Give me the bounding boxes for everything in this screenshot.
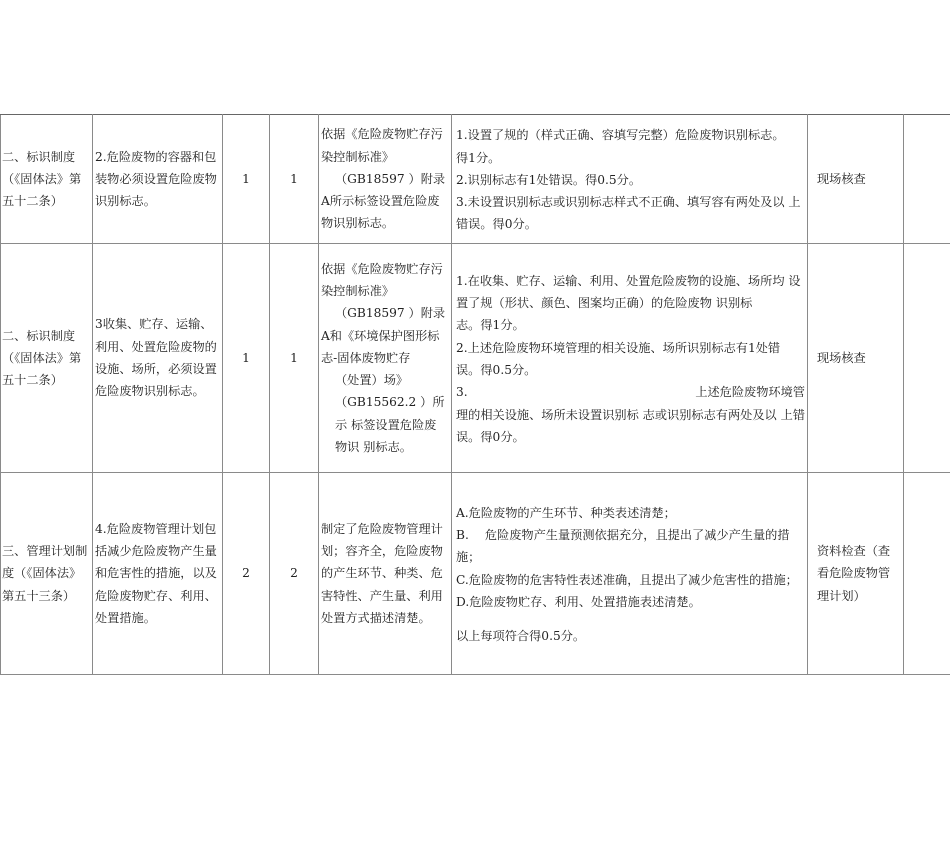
criteria-line: 理的相关设施、场所未设置识别标 志或识别标志有两处及以 上错误。得0分。: [456, 407, 805, 444]
score-value: 2: [242, 566, 250, 581]
weight-value: 2: [290, 566, 298, 581]
table-row: [1, 244, 950, 473]
weight-value: 1: [290, 171, 298, 186]
content-cell: [93, 473, 223, 675]
content-cell: [93, 115, 223, 244]
basis-line: A和《环境保护图形标志-固体废物贮存: [321, 328, 440, 365]
item-cell: [1, 244, 93, 473]
score-cell: [223, 244, 270, 473]
criteria-text: 上述危险废物环境管: [695, 385, 805, 400]
criteria-line: [456, 381, 805, 403]
method-text: 现场核查: [817, 171, 866, 186]
score-cell: [223, 473, 270, 675]
score-value: 1: [242, 350, 250, 365]
criteria-text: 危险废物产生量预测依据充分，且提出了减少产生量的措施；: [456, 527, 790, 565]
score-cell: [223, 115, 270, 244]
remark-cell: [904, 115, 950, 244]
table-row: [1, 115, 950, 244]
method-cell: [808, 115, 904, 244]
basis-cell: [319, 115, 452, 244]
criteria-line: A.危险废物的产生环节、种类表述清楚；: [456, 505, 676, 520]
criteria-line: 1.设置了规的（样式正确、容填写完整）危险废物识别标志。: [456, 128, 785, 143]
content-text: 3收集、贮存、运输、利用、处置危险废物的设施、场所，必须设置危险废物识别标志。: [95, 317, 217, 399]
criteria-line: 2.识别标志有1处错误。得0.5分。: [456, 172, 642, 187]
method-text: 资料检查（查看危险废物管理计划）: [817, 544, 891, 603]
basis-line: （GB18597 ）附录: [335, 306, 446, 321]
item-text: 三、管理计划制度（《固体法》第五十三条）: [2, 544, 88, 603]
method-cell: [808, 473, 904, 675]
item-cell: [1, 473, 93, 675]
table-row: [1, 473, 950, 675]
item-text: 二、标识制度（《固体法》第五十二条）: [2, 328, 82, 388]
criteria-number: 3.: [456, 385, 468, 400]
criteria-line: 1.在收集、贮存、运输、利用、处置危险废物的设施、场所均 设置了规（形状、颜色、图案均正确）的危险废物 识别标: [456, 273, 801, 311]
basis-cell: [319, 244, 452, 473]
basis-line: 依据《危险废物贮存污染控制标准》: [321, 127, 443, 164]
method-cell: [808, 244, 904, 473]
item-text: 二、标识制度（《固体法》第五十二条）: [2, 149, 82, 209]
content-text: 4.危险废物管理计划包括减少危险废物产生量和危害性的措施，以及危险废物贮存、利用、处置措施。: [95, 521, 217, 625]
item-cell: [1, 115, 93, 244]
basis-line: （处置）场》: [335, 373, 409, 388]
content-text: 2.危险废物的容器和包装物必须设置危险废物识别标志。: [95, 149, 217, 209]
basis-line: 依据《危险废物贮存污染控制标准》: [321, 261, 443, 298]
criteria-line: 3.未设置识别标志或识别标志样式不正确、填写容有两处及以 上错误。得0分。: [456, 195, 801, 232]
weight-cell: [270, 244, 319, 473]
weight-cell: [270, 473, 319, 675]
criteria-line: 以上每项符合得0.5分。: [456, 629, 586, 644]
criteria-line: 2.上述危险废物环境管理的相关设施、场所识别标志有1处错 误。得0.5分。: [456, 340, 781, 377]
basis-line: 制定了危险废物管理计划；容齐全，危险废物的产生环节、种类、危害特性、产生量、利用处置方式描述清楚。: [321, 521, 443, 625]
criteria-cell: [452, 473, 808, 675]
basis-cell: [319, 473, 452, 675]
method-text: 现场核查: [817, 350, 866, 365]
weight-cell: [270, 115, 319, 244]
criteria-letter: B.: [456, 527, 469, 542]
assessment-table: [0, 114, 950, 675]
criteria-line: 得1分。: [456, 150, 501, 165]
remark-cell: [904, 244, 950, 473]
criteria-cell: [452, 115, 808, 244]
criteria-line: 志。得1分。: [456, 318, 525, 333]
basis-line: （GB18597 ）附录: [335, 171, 446, 186]
basis-line: A所示标签设置危险废物识别标志。: [321, 194, 440, 231]
remark-cell: [904, 473, 950, 675]
criteria-cell: [452, 244, 808, 473]
content-cell: [93, 244, 223, 473]
basis-line: （GB15562.2 ）所示 标签设置危险废物识 别标志。: [335, 395, 445, 455]
criteria-line: [456, 524, 805, 569]
criteria-line: C.危险废物的危害特性表述准确，且提出了减少危害性的措施；: [456, 572, 798, 587]
criteria-line: D.危险废物贮存、利用、处置措施表述清楚。: [456, 594, 701, 609]
weight-value: 1: [290, 350, 298, 365]
score-value: 1: [242, 171, 250, 186]
